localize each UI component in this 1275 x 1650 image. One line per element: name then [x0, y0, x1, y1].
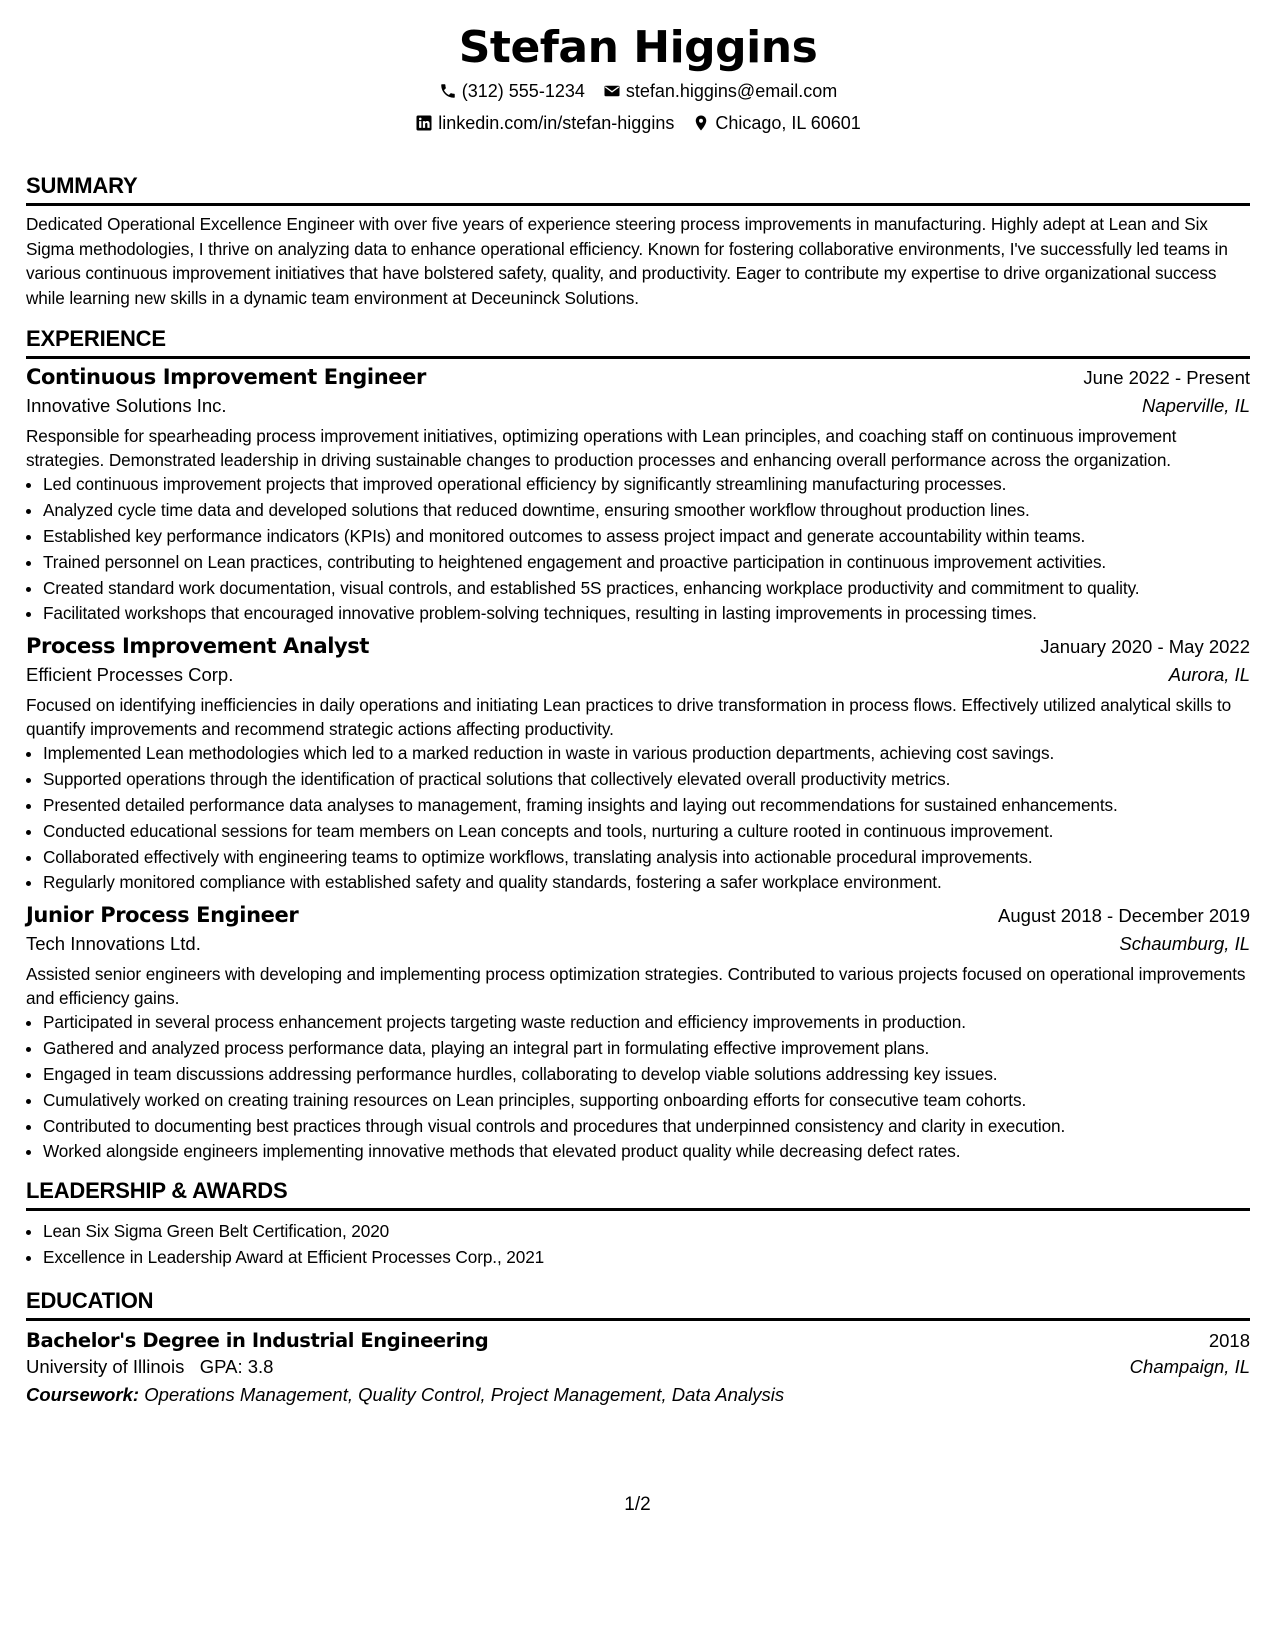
- job-location: Schaumburg, IL: [1119, 933, 1250, 955]
- summary-section: [26, 172, 1250, 310]
- school-name: University of Illinois: [26, 1356, 185, 1378]
- list-item: • Excellence in Leadership Award at Efficient Processes Corp., 2021: [43, 1245, 1250, 1269]
- leadership-section: [26, 1177, 1250, 1269]
- job-subheader: [26, 395, 1250, 417]
- job-description: Focused on identifying inefficiencies in daily operations and initiating Lean practices to drive transformation in process flows. Effectively utilized analytical skills to quantify improvements and recommend strategic actions affecting productivity.: [26, 695, 1232, 740]
- contact-location: [692, 111, 860, 135]
- list-item: • Supported operations through the identification of practical solutions that collectively elevated overall productivity metrics.: [43, 767, 1250, 791]
- map-pin-icon: [692, 114, 710, 132]
- section-divider: [26, 203, 1250, 206]
- leadership-heading: LEADERSHIP & AWARDS: [26, 1178, 288, 1204]
- list-item: • Established key performance indicators (KPIs) and monitored outcomes to assess project impact and generate accountability within teams.: [43, 524, 1250, 548]
- education-section: [26, 1287, 1250, 1406]
- job-location: Naperville, IL: [1142, 395, 1250, 417]
- job-bullets: [26, 741, 1250, 894]
- location-text: Chicago, IL 60601: [715, 113, 861, 133]
- job-entry: [26, 634, 1250, 894]
- coursework-text: Operations Management, Quality Control, Project Management, Data Analysis: [144, 1384, 785, 1406]
- linkedin-icon: [415, 114, 433, 132]
- job-dates: June 2022 - Present: [1083, 367, 1250, 389]
- job-description: Responsible for spearheading process improvement initiatives, optimizing operations with Lean principles, and coaching staff on continuous improvement strategies. Demonstrated leadership in driving sustainable changes to production processes and enhancing overall performance across the organization.: [26, 426, 1177, 471]
- job-location: Aurora, IL: [1168, 664, 1250, 686]
- coursework-line: [26, 1384, 1250, 1406]
- list-item: • Facilitated workshops that encouraged innovative problem-solving techniques, resulting in lasting improvements in processing times.: [43, 601, 1250, 625]
- section-divider: [26, 1208, 1250, 1211]
- job-header: [26, 903, 1250, 927]
- list-item: • Participated in several process enhancement projects targeting waste reduction and efficiency improvements in production.: [43, 1010, 1250, 1034]
- job-bullets: [26, 472, 1250, 625]
- job-subheader: [26, 664, 1250, 686]
- degree-title: Bachelor's Degree in Industrial Engineering: [26, 1329, 489, 1353]
- list-item: • Regularly monitored compliance with established safety and quality standards, fostering a safer workplace environment.: [43, 870, 1250, 894]
- school-info: [26, 1356, 273, 1378]
- graduation-year: 2018: [1208, 1330, 1250, 1352]
- list-item: • Conducted educational sessions for team members on Lean concepts and tools, nurturing a culture rooted in continuous improvement.: [43, 819, 1250, 843]
- job-description: Assisted senior engineers with developing and implementing process optimization strategies. Contributed to various projects focused on operational improvements and efficiency gains.: [26, 964, 1246, 1009]
- resume-page: [26, 0, 1250, 1406]
- job-title: Junior Process Engineer: [26, 903, 299, 928]
- summary-text: Dedicated Operational Excellence Engineer with over five years of experience steering process improvements in manufacturing. Highly adept at Lean and Six Sigma methodologies, I thrive on analyzing data to enhance operational efficiency. Known for fostering collaborative environments, I've successfully led teams in various continuous improvement initiatives that have bolstered safety, quality, and productivity. Eager to contribute my expertise to drive organizational success while learning new skills in a dynamic team environment at Deceuninck Solutions.: [26, 214, 1228, 308]
- page-number: 1/2: [624, 1494, 651, 1515]
- list-item: • Contributed to documenting best practices through visual controls and procedures that underpinned consistency and clarity in execution.: [43, 1114, 1250, 1138]
- phone-icon: [439, 82, 457, 100]
- list-item: • Engaged in team discussions addressing performance hurdles, collaborating to develop viable solutions addressing key issues.: [43, 1062, 1250, 1086]
- list-item: • Collaborated effectively with engineering teams to optimize workflows, translating analysis into actionable procedural improvements.: [43, 845, 1250, 869]
- list-item: • Led continuous improvement projects that improved operational efficiency by significantly streamlining manufacturing processes.: [43, 472, 1250, 496]
- job-title: Process Improvement Analyst: [26, 634, 370, 659]
- contact-row-primary: [26, 79, 1250, 103]
- job-dates: August 2018 - December 2019: [998, 905, 1250, 927]
- job-header: [26, 365, 1250, 389]
- job-subheader: [26, 933, 1250, 955]
- list-item: • Cumulatively worked on creating training resources on Lean principles, supporting onboarding efforts for consecutive team cohorts.: [43, 1088, 1250, 1112]
- list-item: • Gathered and analyzed process performance data, playing an integral part in formulating effective improvement plans.: [43, 1036, 1250, 1060]
- linkedin-link[interactable]: linkedin.com/in/stefan-higgins: [438, 113, 675, 133]
- job-title: Continuous Improvement Engineer: [26, 365, 426, 390]
- section-divider: [26, 1318, 1250, 1321]
- school-location: Champaign, IL: [1129, 1356, 1250, 1378]
- coursework-label: Coursework:: [26, 1384, 140, 1406]
- job-entry: [26, 365, 1250, 625]
- phone-text[interactable]: (312) 555-1234: [461, 81, 585, 101]
- contact-row-secondary: [26, 111, 1250, 135]
- experience-section: [26, 325, 1250, 1163]
- list-item: • Analyzed cycle time data and developed solutions that reduced downtime, ensuring smoother workflow throughout production lines.: [43, 498, 1250, 522]
- company-name: Innovative Solutions Inc.: [26, 395, 227, 417]
- summary-heading: SUMMARY: [26, 173, 138, 198]
- job-entry: [26, 903, 1250, 1163]
- envelope-icon: [603, 82, 621, 100]
- company-name: Efficient Processes Corp.: [26, 664, 234, 686]
- education-subheader: [26, 1356, 1250, 1378]
- gpa-text: GPA: 3.8: [199, 1356, 274, 1378]
- experience-heading: EXPERIENCE: [26, 326, 166, 352]
- list-item: • Lean Six Sigma Green Belt Certification, 2020: [43, 1219, 1250, 1243]
- job-bullets: [26, 1010, 1250, 1163]
- job-dates: January 2020 - May 2022: [1040, 636, 1250, 658]
- contact-linkedin: [415, 111, 674, 135]
- list-item: • Created standard work documentation, visual controls, and established 5S practices, enhancing workplace productivity and commitment to quality.: [43, 576, 1250, 600]
- section-divider: [26, 356, 1250, 359]
- education-heading: EDUCATION: [26, 1288, 154, 1314]
- list-item: • Worked alongside engineers implementing innovative methods that elevated product quality while decreasing defect rates.: [43, 1139, 1250, 1163]
- candidate-name: Stefan Higgins: [458, 22, 818, 73]
- contact-phone: [439, 79, 585, 103]
- list-item: • Presented detailed performance data analyses to management, framing insights and laying out recommendations for sustained enhancements.: [43, 793, 1250, 817]
- company-name: Tech Innovations Ltd.: [26, 933, 201, 955]
- contact-email: [603, 79, 837, 103]
- awards-list: [26, 1219, 1250, 1269]
- list-item: • Trained personnel on Lean practices, contributing to heightened engagement and proactive participation in continuous improvement activities.: [43, 550, 1250, 574]
- email-link[interactable]: stefan.higgins@email.com: [625, 81, 838, 101]
- list-item: • Implemented Lean methodologies which led to a marked reduction in waste in various production departments, achieving cost savings.: [43, 741, 1250, 765]
- job-header: [26, 634, 1250, 658]
- education-header: [26, 1329, 1250, 1352]
